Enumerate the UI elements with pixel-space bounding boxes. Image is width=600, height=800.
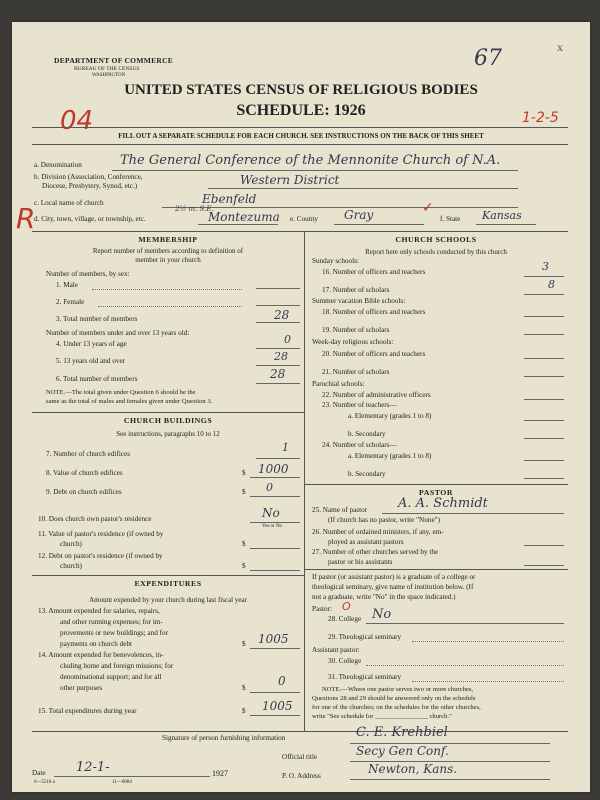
q13-line — [250, 648, 300, 649]
q26-line — [524, 545, 564, 546]
official-title-label: Official title — [282, 753, 318, 761]
weekday-schools-label: Week-day religious schools: — [312, 338, 394, 346]
q14-line — [250, 692, 300, 693]
pastor-note-3: for one of the churches; on the schedules for the other churches, — [312, 704, 481, 711]
q18-line — [524, 316, 564, 317]
q25-line — [382, 513, 564, 514]
denomination-value: The General Conference of the Mennonite Church of N.A. — [120, 153, 501, 168]
q31-line — [412, 681, 564, 682]
divider — [304, 569, 568, 570]
dots — [98, 306, 242, 307]
dollar-sign: $ — [242, 469, 246, 477]
q28-value: No — [372, 607, 392, 622]
parochial-schools-label: Parochial schools: — [312, 380, 365, 388]
membership-title: MEMBERSHIP — [138, 235, 198, 244]
q17-label: 17. Number of scholars — [322, 286, 390, 294]
divider — [32, 731, 568, 732]
membership-note: NOTE.—The total given under Question 6 should be the — [46, 389, 196, 396]
q23b-label: b. Secondary — [348, 430, 386, 438]
q2-label: 2. Female — [56, 298, 85, 306]
margin-r-mark: R — [16, 202, 36, 235]
q4-value: 0 — [284, 333, 291, 346]
q8-label: 8. Value of church edifices — [46, 469, 123, 477]
divider — [32, 412, 304, 413]
dollar-sign: $ — [242, 640, 246, 648]
expenditures-title: EXPENDITURES — [134, 579, 202, 588]
q11-label: 11. Value of pastor's residence (if owned by — [38, 530, 164, 538]
q25-label: 25. Name of pastor — [312, 506, 368, 514]
q10-value: No — [262, 506, 280, 520]
q6-value: 28 — [270, 367, 286, 381]
local-name-line — [162, 207, 518, 208]
city-town-value: Montezuma — [208, 210, 280, 224]
q24a-line — [524, 460, 564, 461]
membership-note-2: same as the total of males and females given under Question 3. — [46, 398, 213, 405]
q7-value: 1 — [282, 441, 289, 454]
assistant-pastor-label: Assistant pastor: — [312, 646, 360, 654]
q16-label: 16. Number of officers and teachers — [322, 268, 426, 276]
official-title-value: Secy Gen Conf. — [356, 744, 449, 758]
dollar-sign: $ — [242, 488, 246, 496]
local-name-label: c. Local name of church — [34, 199, 104, 207]
q20-label: 20. Number of officers and teachers — [322, 350, 426, 358]
q16-line — [524, 276, 564, 277]
q22-label: 22. Number of administrative officers — [322, 391, 431, 399]
members-by-age-label: Number of members under and over 13 years old: — [46, 329, 190, 337]
summer-schools-label: Summer vacation Bible schools: — [312, 297, 406, 305]
denomination-label: a. Denomination — [34, 161, 82, 169]
q24a-label: a. Elementary (grades 1 to 8) — [348, 452, 432, 460]
state-label: f. State — [440, 215, 461, 223]
q5-label: 5. 13 years old and over — [56, 357, 126, 365]
q9-line — [250, 496, 300, 497]
graduate-instruction-2: theological seminary, give name of institution below. (If — [312, 583, 474, 591]
date-label: Date — [32, 769, 46, 777]
q1-line — [256, 288, 300, 289]
form-title: UNITED STATES CENSUS OF RELIGIOUS BODIES — [124, 82, 478, 98]
county-line — [334, 224, 424, 225]
q14-label-2: cluding home and foreign missions; for — [60, 662, 174, 670]
q4-label: 4. Under 13 years of age — [56, 340, 127, 348]
state-value: Kansas — [482, 209, 522, 222]
q26-label: 26. Number of ordained ministers, if any, em- — [312, 528, 444, 536]
q21-label: 21. Number of scholars — [322, 368, 390, 376]
county-label: e. County — [290, 215, 318, 223]
address-line — [350, 779, 550, 780]
q27-line — [524, 565, 564, 566]
q21-line — [524, 376, 564, 377]
city-label: WASHINGTON — [92, 73, 126, 78]
page-number: 67 — [474, 46, 502, 71]
department-label: DEPARTMENT OF COMMERCE — [54, 56, 174, 65]
q22-line — [524, 399, 564, 400]
check-mark: ✓ — [422, 200, 434, 216]
dollar-sign: $ — [242, 562, 246, 570]
q13-label-3: provements or new buildings; and for — [60, 629, 168, 637]
q7-label: 7. Number of church edifices — [46, 450, 131, 458]
city-line — [198, 224, 278, 225]
q3-value: 28 — [274, 308, 290, 322]
q23-label: 23. Number of teachers— — [322, 401, 397, 409]
q8-value: 1000 — [258, 462, 289, 476]
q31-label: 31. Theological seminary — [328, 673, 402, 681]
q28-line — [366, 623, 564, 624]
denomination-line — [112, 170, 518, 171]
q13-label-2: and other running expenses; for im- — [60, 618, 163, 626]
q11-line — [250, 548, 300, 549]
sunday-schools-label: Sunday schools: — [312, 257, 359, 265]
q14-label-4: other purposes — [60, 684, 103, 692]
buildings-title: CHURCH BUILDINGS — [123, 416, 213, 425]
q4-line — [256, 348, 300, 349]
county-value: Gray — [344, 208, 374, 222]
division-value: Western District — [240, 173, 340, 187]
q3-label: 3. Total number of members — [56, 315, 138, 323]
corner-mark: x — [557, 40, 563, 54]
instruction-line: FILL OUT A SEPARATE SCHEDULE FOR EACH CHURCH. SEE INSTRUCTIONS ON THE BACK OF THIS SHEET — [118, 132, 484, 140]
q18-label: 18. Number of officers and teachers — [322, 308, 426, 316]
membership-subtitle-2: member in your church — [135, 256, 201, 264]
form-subtitle: SCHEDULE: 1926 — [236, 102, 366, 119]
local-name-value: Ebenfeld — [202, 192, 257, 206]
q10-label: 10. Does church own pastor's residence — [38, 515, 152, 523]
q19-label: 19. Number of scholars — [322, 326, 390, 334]
q10-line — [250, 522, 300, 523]
graduate-instruction: If pastor (or assistant pastor) is a graduate of a college or — [312, 573, 476, 581]
q15-line — [250, 715, 300, 716]
expenditures-subtitle: Amount expended by your church during last fiscal year — [89, 596, 247, 604]
q15-label: 15. Total expenditures during year — [38, 707, 137, 715]
division-line — [208, 188, 518, 189]
q2-line — [256, 305, 300, 306]
q25-value: A. A. Schmidt — [398, 496, 488, 511]
q23b-line — [524, 438, 564, 439]
q24b-line — [524, 478, 564, 479]
form-number: 6—5518 a — [34, 780, 55, 785]
q13-label-4: payments on church debt — [60, 640, 133, 648]
graduate-instruction-3: not a graduate, write "No" in the space indicated.) — [312, 593, 456, 601]
q14-label-3: denominational support; and for all — [60, 673, 162, 681]
q9-value: 0 — [266, 481, 273, 494]
q27-label: 27. Number of other churches served by the — [312, 548, 439, 556]
date-year: 1927 — [212, 769, 228, 778]
column-divider — [304, 231, 305, 731]
date-value: 12-1- — [76, 760, 110, 775]
signature-label: Signature of person furnishing information — [162, 734, 286, 742]
pastor-title: PASTOR — [419, 488, 453, 497]
q1-label: 1. Male — [56, 281, 78, 289]
state-line — [476, 224, 536, 225]
q12-label: 12. Debt on pastor's residence (if owned by — [38, 552, 163, 560]
q29-label: 29. Theological seminary — [328, 633, 402, 641]
q6-line — [256, 383, 300, 384]
buildings-subtitle: See instructions, paragraphs 10 to 12 — [116, 430, 220, 438]
pastor-note-4: write "See schedule for ________________ church." — [312, 713, 452, 720]
code-right: 1-2-5 — [522, 110, 559, 126]
membership-subtitle: Report number of members according to definition of — [92, 247, 244, 255]
q14-label: 14. Amount expended for benevolences, in- — [38, 651, 164, 659]
q17-value: 8 — [548, 278, 555, 291]
q12-label-2: church) — [60, 562, 82, 570]
divider — [32, 575, 304, 576]
q30-line — [366, 665, 564, 666]
q30-label: 30. College — [328, 657, 362, 665]
q23a-line — [524, 420, 564, 421]
q7-line — [256, 458, 300, 459]
divider — [32, 231, 568, 232]
address-label: P. O. Address — [282, 772, 321, 780]
dollar-sign: $ — [242, 707, 246, 715]
city-town-label: d. City, town, village, or township, etc. — [34, 215, 146, 223]
pastor-note: NOTE.—Where one pastor serves two or more churches, — [322, 686, 474, 693]
q3-line — [256, 322, 300, 323]
members-by-sex-label: Number of members, by sex: — [46, 270, 130, 278]
q8-line — [250, 477, 300, 478]
division-label: b. Division (Association, Conference, — [34, 173, 143, 181]
q13-value: 1005 — [258, 632, 289, 646]
q27-label-2: pastor or his assistants — [328, 558, 393, 566]
q9-label: 9. Debt on church edifices — [46, 488, 122, 496]
q25-hint: (If church has no pastor, write "None") — [328, 516, 440, 524]
q19-line — [524, 334, 564, 335]
q28-label: 28. College — [328, 615, 362, 623]
q24b-label: b. Secondary — [348, 470, 386, 478]
dots — [92, 289, 242, 290]
q5-line — [256, 365, 300, 366]
schools-title: CHURCH SCHOOLS — [395, 235, 477, 244]
dollar-sign: $ — [242, 540, 246, 548]
dollar-sign: $ — [242, 684, 246, 692]
date-line — [54, 776, 210, 777]
division-label-2: Diocese, Presbytery, Synod, etc.) — [42, 182, 138, 190]
q17-line — [524, 294, 564, 295]
q14-value: 0 — [278, 674, 286, 688]
bureau-label: BUREAU OF THE CENSUS — [74, 66, 140, 72]
q12-line — [250, 570, 300, 571]
schools-subtitle: Report here only schools conducted by this church — [365, 248, 507, 256]
divider — [32, 127, 568, 128]
divider — [32, 144, 568, 145]
q13-label: 13. Amount expended for salaries, repairs, — [38, 607, 160, 615]
census-schedule-page — [12, 22, 590, 792]
q23a-label: a. Elementary (grades 1 to 8) — [348, 412, 432, 420]
q15-value: 1005 — [262, 699, 293, 713]
q20-line — [524, 358, 564, 359]
divider — [304, 484, 568, 485]
pastor-label: Pastor: — [312, 605, 332, 613]
q10-hint: Yes or No — [262, 524, 283, 529]
pastor-note-2: Questions 28 and 29 should be answered only on the schedule — [312, 695, 476, 702]
code-left: 04 — [60, 106, 94, 136]
q11-label-2: church) — [60, 540, 82, 548]
q6-label: 6. Total number of members — [56, 375, 138, 383]
pastor-mark: O — [342, 600, 351, 613]
q29-line — [412, 641, 564, 642]
q24-label: 24. Number of scholars— — [322, 441, 397, 449]
print-number: 11—0084 — [112, 780, 132, 785]
q26-label-2: ployed as assistant pastors — [328, 538, 404, 546]
city-note: 2½ m. S.E. — [175, 205, 214, 213]
q5-value: 28 — [274, 350, 288, 363]
address-value: Newton, Kans. — [368, 762, 458, 776]
q16-value: 3 — [542, 260, 549, 273]
signature-value: C. E. Krehbiel — [356, 725, 448, 740]
